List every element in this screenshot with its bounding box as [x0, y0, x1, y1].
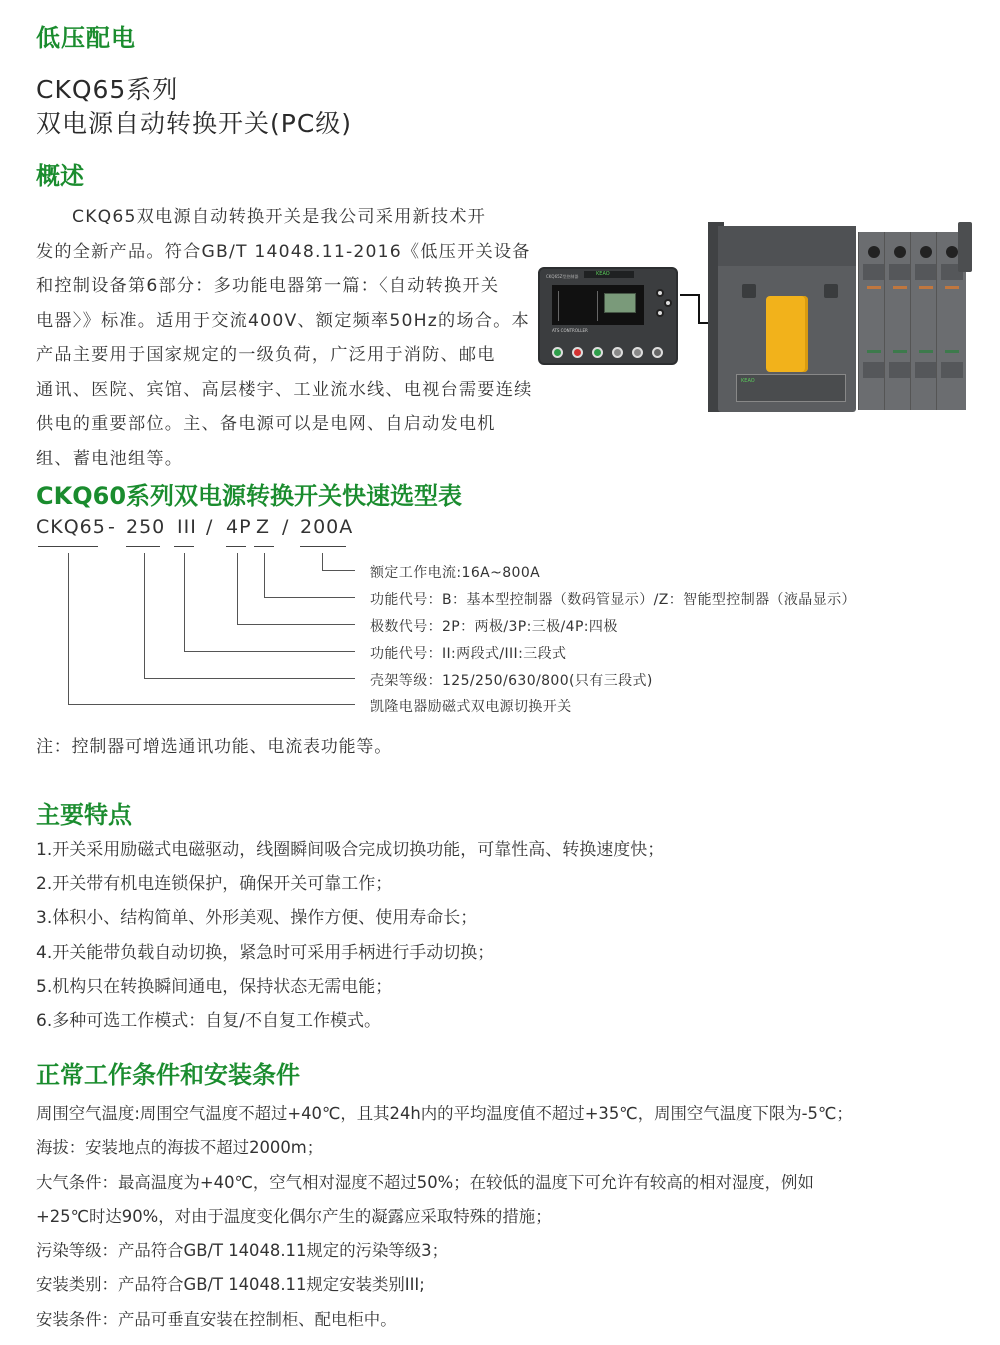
leader-line: [237, 553, 238, 624]
condition-item: 污染等级：产品符合GB/T 14048.11规定的污染等级3；: [36, 1241, 448, 1261]
switch-button-icon: [824, 284, 838, 298]
feature-item: 2.开关带有机电连锁保护，确保开关可靠工作；: [36, 874, 393, 895]
nav-ok-icon: [664, 299, 672, 307]
desc-series: 凯隆电器励磁式双电源切换开关: [370, 699, 572, 715]
overview-line: 发的全新产品。符合GB/T 14048.11-2016《低压开关设备: [36, 241, 531, 262]
overview-line: 和控制设备第6部分：多功能电器第一篇：〈自动转换开关: [36, 276, 500, 296]
condition-item: 安装条件：产品可垂直安装在控制柜、配电柜中。: [36, 1309, 397, 1329]
set-button-icon: [652, 347, 663, 358]
nameplate: [736, 374, 846, 402]
feature-item: 3.体积小、结构简单、外形美观、操作方便、使用寿命长；: [36, 908, 478, 929]
overview-line: 通讯、医院、宾馆、高层楼宇、工业流水线、电视台需要连续: [36, 379, 533, 400]
product-image: [538, 222, 978, 417]
overview-line: 组、蓄电池组等。: [36, 448, 184, 469]
mounting-bracket: [958, 222, 972, 272]
feature-item: 5.机构只在转换瞬间通电，保持状态无需电能；: [36, 976, 393, 997]
desc-current: 额定工作电流:16A~800A: [370, 565, 541, 581]
nav-up-icon: [656, 289, 664, 297]
overview-line: CKQ65双电源自动转换开关是我公司采用新技术开: [72, 207, 487, 227]
code-poles: 4P: [226, 516, 252, 538]
selection-note: 注：控制器可增选通讯功能、电流表功能等。: [36, 737, 392, 757]
leader-line: [144, 553, 145, 678]
leader-line: [264, 553, 265, 597]
code-function: III: [177, 516, 197, 538]
controller-label: ATS CONTROLLER: [552, 328, 588, 333]
feature-item: 1.开关采用励磁式电磁驱动，线圈瞬间吸合完成切换功能，可靠性高、转换速度快；: [36, 840, 665, 860]
code-slash: /: [206, 516, 214, 538]
code-series: CKQ65: [36, 516, 106, 538]
feature-item: 6.多种可选工作模式：自复/不自复工作模式。: [36, 1010, 381, 1031]
auto-button-icon: [632, 347, 643, 358]
switch-brand: KEAO: [741, 378, 755, 384]
circuit-diagram-icon: [558, 291, 598, 321]
manual-button-icon: [612, 347, 623, 358]
feature-item: 4.开关能带负载自动切换，紧急时可采用手柄进行手动切换；: [36, 942, 495, 963]
series-title: CKQ65系列: [36, 75, 179, 104]
desc-function: 功能代号：II:两段式/III:三段式: [370, 646, 567, 662]
controller-model: CKQ65Z型控制器: [546, 274, 579, 279]
connection-wire: [680, 294, 700, 296]
condition-item: 安装类别：产品符合GB/T 14048.11规定安装类别III;: [36, 1275, 425, 1295]
condition-item: 海拔：安装地点的海拔不超过2000m；: [36, 1138, 324, 1158]
green-button-icon: [592, 347, 603, 358]
conditions-heading: 正常工作条件和安装条件: [36, 1061, 300, 1089]
desc-frame: 壳架等级：125/250/630/800(只有三段式): [370, 673, 653, 689]
overview-paragraph: [36, 200, 533, 476]
code-slash: /: [282, 516, 290, 538]
overview-line: 供电的重要部位。主、备电源可以是电网、自启动发电机: [36, 414, 496, 434]
red-button-icon: [572, 347, 583, 358]
category-heading: 低压配电: [36, 24, 136, 52]
lcd-display: [604, 293, 636, 313]
controller-screen-panel: [552, 285, 644, 325]
desc-poles: 极数代号：2P：两极/3P:三极/4P:四极: [370, 619, 618, 635]
code-dash: -: [108, 516, 116, 538]
condition-item: 大气条件：最高温度为+40℃，空气相对湿度不超过50%；在较低的温度下可允许有较高的相对湿度，例如: [36, 1172, 814, 1192]
green-button-icon: [552, 347, 563, 358]
leader-line: [184, 553, 185, 651]
selection-heading: CKQ60系列双电源转换开关快速选型表: [36, 482, 463, 510]
desc-controller: 功能代号：B：基本型控制器（数码管显示）/Z：智能型控制器（液晶显示）: [370, 592, 856, 608]
features-heading: 主要特点: [36, 801, 132, 829]
leader-line: [322, 553, 323, 570]
overview-line: 产品主要用于国家规定的一级负荷，广泛用于消防、邮电: [36, 345, 496, 365]
code-current: 200A: [300, 516, 354, 538]
switch-button-icon: [742, 284, 756, 298]
yellow-handle: [766, 296, 808, 372]
leader-line: [68, 553, 69, 704]
code-frame: 250: [126, 516, 166, 538]
overview-heading: 概述: [36, 162, 84, 190]
product-title: 双电源自动转换开关(PC级): [36, 109, 353, 138]
features-list: [36, 833, 664, 1038]
ats-controller-image: [538, 267, 678, 365]
controller-brand: KEAO: [596, 271, 610, 277]
condition-item: 周围空气温度:周围空气温度不超过+40℃，且其24h内的平均温度值不超过+35℃，周围空气温度下限为-5℃；: [36, 1104, 853, 1123]
code-controller: Z: [256, 516, 271, 538]
conditions-list: [36, 1097, 986, 1337]
overview-line: 电器〉》标准。适用于交流400V、额定频率50Hz的场合。本: [36, 310, 530, 331]
nav-down-icon: [656, 309, 664, 317]
condition-item: +25℃时达90%，对由于温度变化偶尔产生的凝露应采取特殊的措施；: [36, 1206, 552, 1226]
